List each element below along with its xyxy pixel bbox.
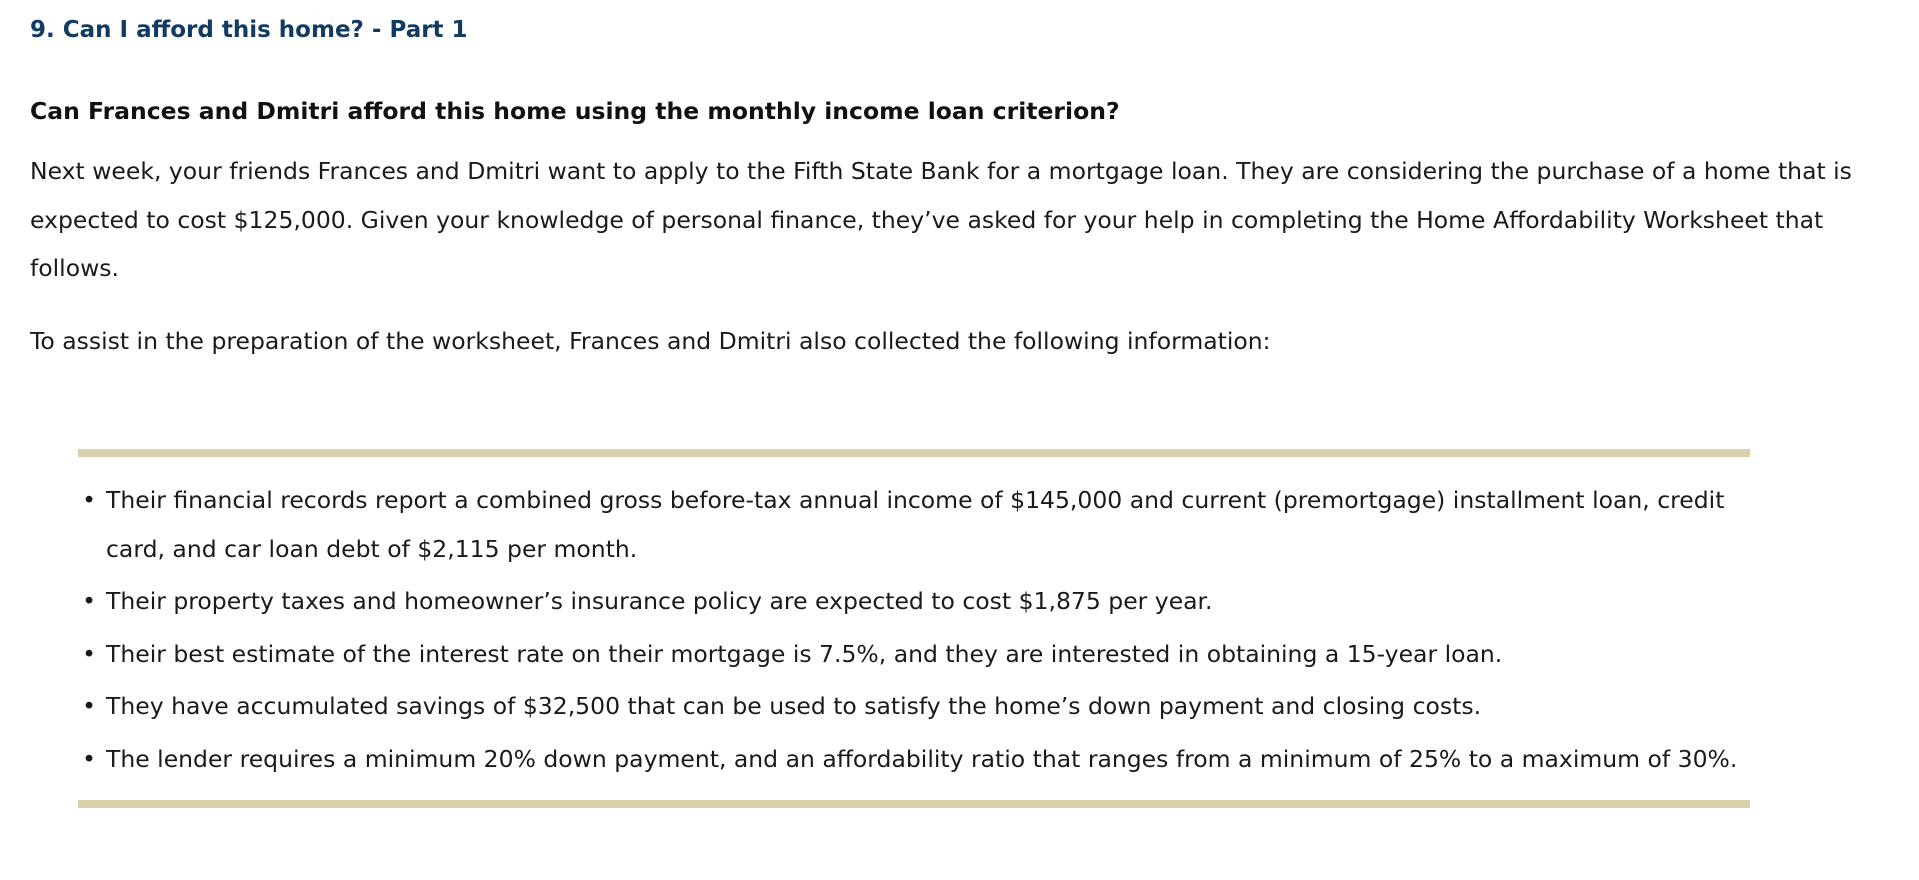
list-item-text: Their best estimate of the interest rate on their mortgage is 7.5%, and they are interested in obtaining a 15-year loan. [106, 639, 1503, 668]
intro-paragraph: Next week, your friends Frances and Dmitri want to apply to the Fifth State Bank for a mortgage loan. They are considering the purchase of a home that is expected to cost $125,000. Given your knowledge of personal finance, they’ve asked for your help in completing the Home Affordability Worksheet that follows. [30, 157, 1852, 282]
info-box [78, 449, 1750, 808]
list-item [78, 577, 1750, 626]
list-item [78, 630, 1750, 679]
instruction-paragraph: To assist in the preparation of the worksheet, Frances and Dmitri also collected the following information: [30, 326, 1271, 355]
list-item-text: The lender requires a minimum 20% down payment, and an affordability ratio that ranges from a minimum of 25% to a maximum of 30%. [106, 744, 1738, 773]
bullet-icon: • [82, 486, 96, 514]
bullet-icon: • [82, 744, 96, 773]
list-item [78, 682, 1750, 731]
question-subheading: Can Frances and Dmitri afford this home using the monthly income loan criterion? [30, 97, 1120, 125]
list-item-text: Their financial records report a combined gross before-tax annual income of $145,000 and current (premortgage) installment loan, credit card, and car loan debt of $2,115 per month. [106, 486, 1725, 563]
list-item-text: They have accumulated savings of $32,500 that can be used to satisfy the home’s down payment and closing costs. [106, 692, 1482, 720]
list-item-text: Their property taxes and homeowner’s insurance policy are expected to cost $1,875 per year. [106, 587, 1213, 615]
bullet-icon: • [82, 692, 96, 720]
info-list [78, 476, 1750, 783]
bullet-icon: • [82, 639, 96, 668]
bullet-icon: • [82, 587, 96, 615]
question-title: 9. Can I afford this home? - Part 1 [30, 17, 468, 43]
list-item [78, 735, 1750, 784]
list-item [78, 476, 1750, 573]
